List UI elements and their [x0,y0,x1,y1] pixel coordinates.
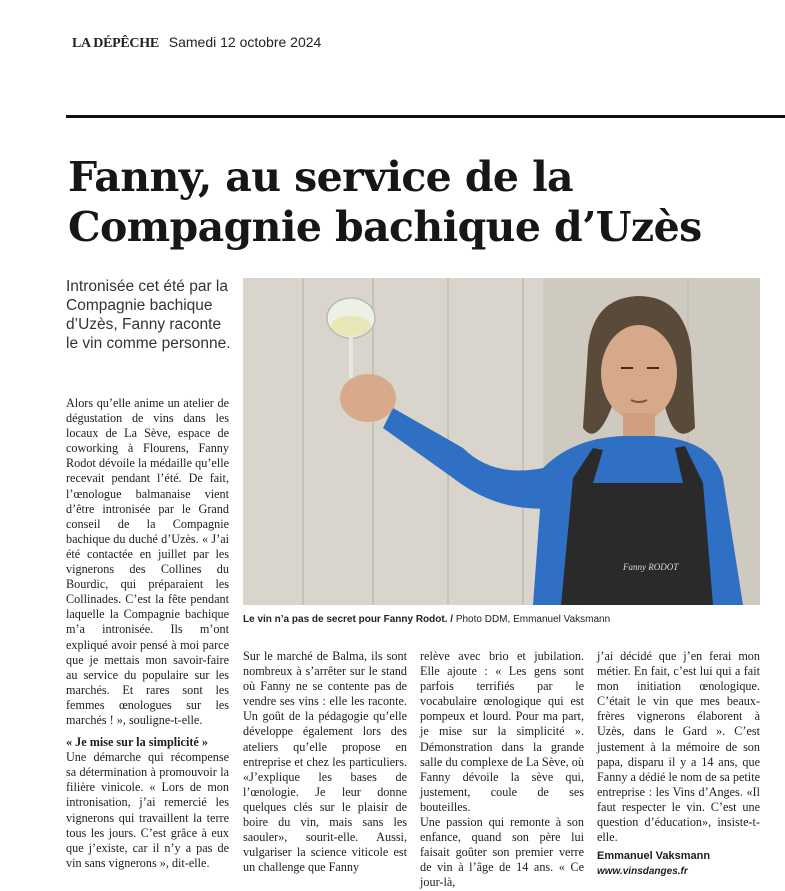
article-column-4 [597,649,760,879]
article-subhead: « Je mise sur la simplicité » [66,735,208,750]
headline-line-2: Compagnie bachique d’Uzès [68,203,702,251]
issue-date: Samedi 12 octobre 2024 [168,34,322,50]
article-column-2 [243,649,407,875]
article-photo [243,278,760,605]
website-link[interactable]: www.vinsdanges.fr [597,866,688,878]
photo-illustration [243,278,760,605]
paragraph-4: relève avec brio et jubilation. Elle ajoute : « Les gens sont parfois terrifiés par le vocabulaire œnologique qui est pompeux et lourd. Pour ma part, je mise sur la simplicité ». Démonstration dans la grande salle du complexe de La Sève, où Fanny dévoile la sève qui, justement, coule de ses bouteilles. [420,649,584,814]
photo-credit: Photo DDM, Emmanuel Vaksmann [455,614,611,625]
paragraph-5: Une passion qui remonte à son enfance, quand son père lui faisait goûter son premier verre de vin à l’âge de 14 ans. « Ce jour-là, [420,815,584,890]
photo-caption [243,614,763,625]
paragraph-3: Sur le marché de Balma, ils sont nombreux à s’arrêter sur le stand où Fanny ne se contente pas de vendre ses vins : elle les raconte. Un goût de la pédagogie qu’elle développe également lors des ateliers qu’elle propose en entreprise et chez les particuliers. «J’explique les bases de l’œnologie. Je leur donne quelques clés sur le plaisir de boire du vin, mais sans les saouler», sourit-elle. Aussi, vulgariser la science viticole est un challenge que Fanny [243,649,407,875]
newspaper-name: LA DÉPÊCHE [72,36,159,51]
article-headline [68,152,768,252]
apron-text: Fanny RODOT [623,562,679,572]
caption-text: Le vin n’a pas de secret pour Fanny Rodot. / [243,614,454,625]
paragraph-6: j’ai décidé que j’en ferai mon métier. En fait, c’est lui qui a fait mon initiation œnologique. C’était le vin que mes beaux-frères vignerons élaborent à Uzès, dans le Gard ». C’est justement à la mémoire de son papa, disparu il y a 14 ans, que Fanny a dédié le nom de sa petite entreprise : les Vins d’Anges. «Il faut respecter le vin. C’est une question d’éducation», insiste-t-elle. [597,649,760,845]
article-column-1 [66,396,229,871]
paragraph-1: Alors qu’elle anime un atelier de dégustation de vins dans les locaux de La Sève, espace de coworking à Flourens, Fanny Rodot dévoile la médaille qu’elle recevait pendant l’été. De fait, l’œnologue balmanaise vient d’être intronisée par le Grand conseil de la Compagnie bachique du duché d’Uzès. « J’ai été contactée en juillet par les vignerons des Collines du Bourdic, qui préparaient les Collinades. C’est la fête pendant laquelle la Compagnie bachique m’a intronisée. Ils m’ont expliqué avoir pensé à moi parce que je mettais mon savoir-faire au service du populaire sur les marchés. Et rares sont les femmes œnologues sur les marchés ! », souligne-t-elle. [66,396,229,727]
headline-line-1: Fanny, au service de la [68,153,574,201]
paragraph-2: Une démarche qui récompense sa détermination à promouvoir la filière vinicole. « Lors de mon intronisation, j’ai remercié les vignerons qui travaillent la terre tous les jours. C’est grâce à eux que j’existe, car il n’y a pas de vin sans vignerons », dit-elle. [66,750,229,870]
masthead [72,34,321,52]
author-signature: Emmanuel Vaksmann [597,850,711,863]
article-lede: Intronisée cet été par la Compagnie bachique d’Uzès, Fanny raconte le vin comme personne. [66,278,231,352]
article-column-3 [420,649,584,891]
header-rule [66,115,785,118]
